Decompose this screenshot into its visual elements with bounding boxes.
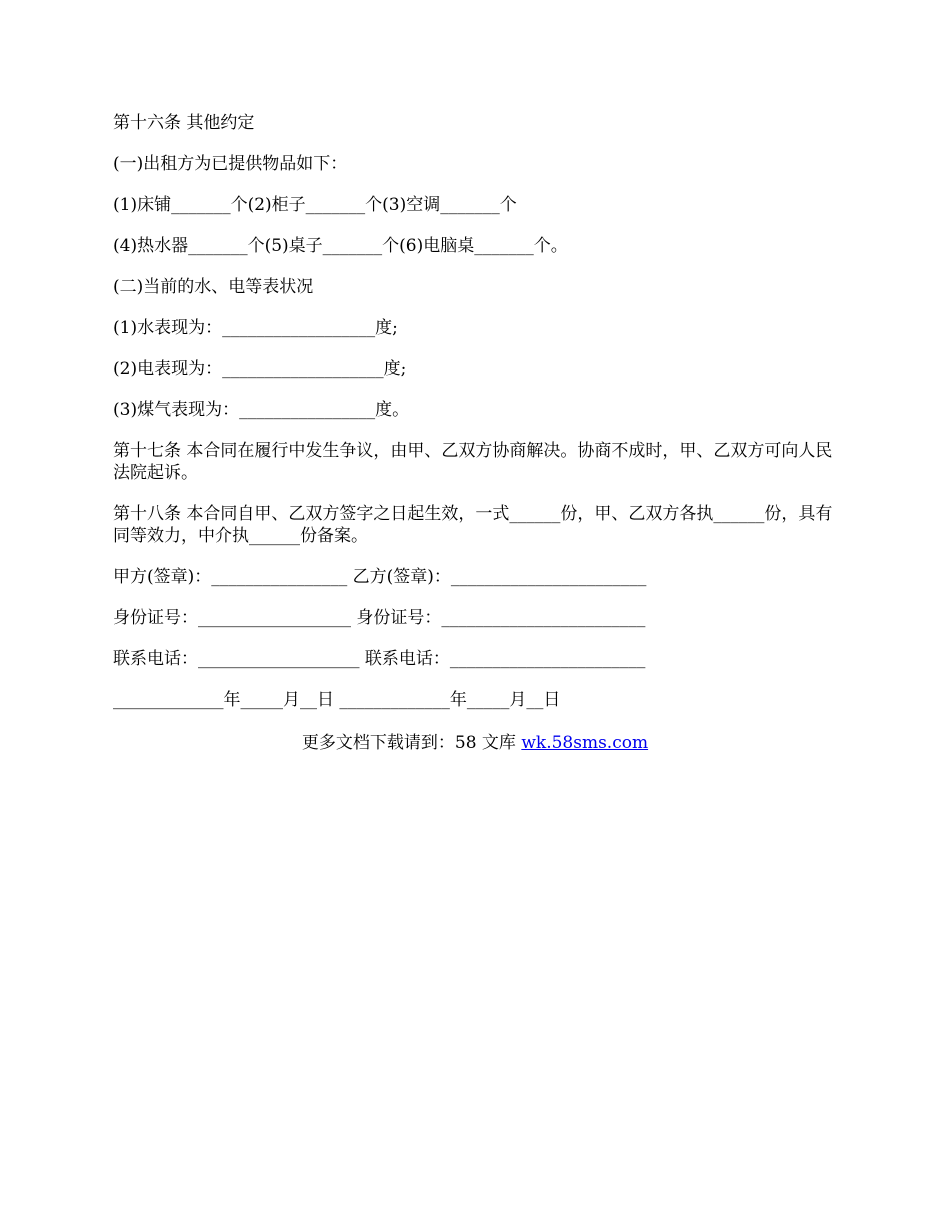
electric-meter-line: (2)电表现为：___________________度; [113,359,407,379]
article-16-heading: 第十六条 其他约定 [113,113,255,133]
footer-link[interactable]: wk.58sms.com [521,733,649,753]
download-footer [0,732,950,754]
signature-line: 甲方(签章)：________________ 乙方(签章)：_______________________ [113,567,647,587]
document-body [113,112,833,730]
water-meter-line: (1)水表现为：__________________度; [113,318,398,338]
phone-line: 联系电话：___________________ 联系电话：_______________________ [113,649,646,669]
footer-text: 更多文档下载请到：58 文库 [301,733,522,753]
gas-meter-line: (3)煤气表现为：________________度。 [113,400,410,420]
provided-items-line-1: (1)床铺_______个(2)柜子_______个(3)空调_______个 [113,195,517,215]
provided-items-heading: (一)出租方为已提供物品如下： [113,154,348,174]
article-17-paragraph: 第十七条 本合同在履行中发生争议，由甲、乙双方协商解决。协商不成时，甲、乙双方可向人民法院起诉。 [113,441,833,483]
date-line: _____________年_____月__日 _____________年_____月__日 [113,690,561,710]
meter-status-heading: (二)当前的水、电等表状况 [113,277,314,297]
id-number-line: 身份证号：__________________ 身份证号：________________________ [113,608,646,628]
provided-items-line-2: (4)热水器_______个(5)桌子_______个(6)电脑桌_______个。 [113,236,568,256]
article-18-paragraph: 第十八条 本合同自甲、乙双方签字之日起生效，一式______份，甲、乙双方各执______份，具有同等效力，中介执______份备案。 [113,504,833,546]
